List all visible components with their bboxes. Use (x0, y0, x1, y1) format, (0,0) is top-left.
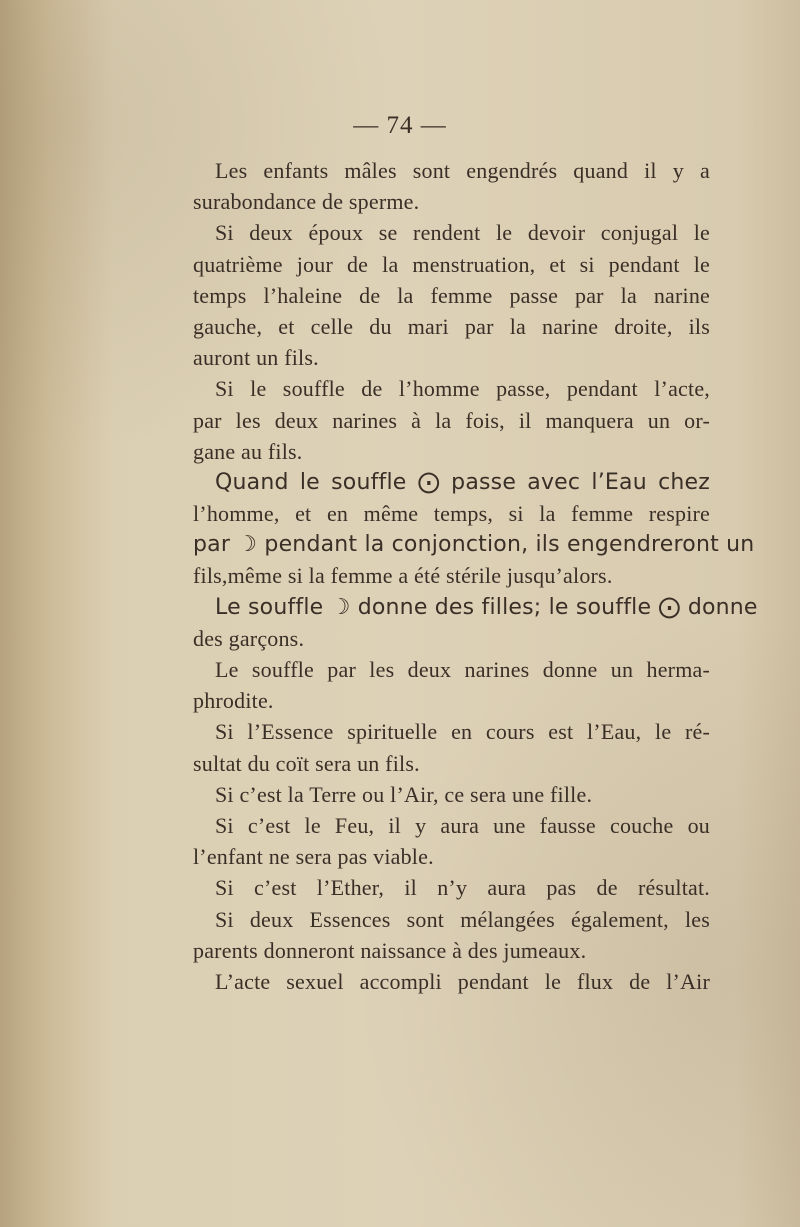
text-line: Si c’est le Feu, il y aura une fausse couche ou (215, 812, 710, 838)
text-line: des garçons. (193, 625, 305, 651)
text-line: gauche, et celle du mari par la narine droite, ils (193, 313, 710, 339)
text-line: parents donneront naissance à des jumeaux. (193, 937, 587, 963)
text-line: Les enfants mâles sont engendrés quand il y a (215, 158, 710, 183)
text-line: Si l’Essence spirituelle en cours est l’Eau, le ré- (215, 719, 710, 745)
text-line: L’acte sexuel accompli pendant le flux de l’Air (215, 968, 710, 994)
text-line: temps l’haleine de la femme passe par la narine (193, 282, 710, 308)
text-line: quatrième jour de la menstruation, et si pendant le (193, 251, 710, 277)
text-line: Si deux époux se rendent le devoir conjugal le (215, 220, 710, 246)
text-line: l’homme, et en même temps, si la femme respire (193, 501, 710, 527)
text-line: l’enfant ne sera pas viable. (193, 844, 434, 870)
text-line: auront un fils. (193, 345, 319, 371)
text-line: Le souffle par les deux narines donne un herma- (215, 657, 710, 682)
text-line: phrodite. (193, 688, 274, 714)
body-text (193, 155, 758, 997)
text-line: surabondance de sperme. (193, 189, 420, 215)
text-line: par ☽ pendant la conjonction, ils engendreront un (193, 532, 755, 558)
text-line: gane au fils. (193, 438, 303, 464)
text-line: Quand le souffle ⨀ passe avec l’Eau chez (215, 469, 710, 495)
text-line: fils,même si la femme a été stérile jusqu’alors. (193, 563, 613, 589)
text-line: Si c’est la Terre ou l’Air, ce sera une fille. (215, 781, 593, 807)
text-line: Le souffle ☽ donne des filles; le souffle ⨀ donne (215, 594, 758, 620)
text-line: par les deux narines à la fois, il manquera un or- (193, 407, 710, 433)
text-line: Si le souffle de l’homme passe, pendant l’acte, (215, 376, 710, 402)
text-line: sultat du coït sera un fils. (193, 750, 420, 776)
text-line: Si c’est l’Ether, il n’y aura pas de résultat. (215, 875, 710, 901)
page-number: — 74 — (353, 112, 447, 139)
text-line: Si deux Essences sont mélangées également, les (215, 906, 710, 932)
